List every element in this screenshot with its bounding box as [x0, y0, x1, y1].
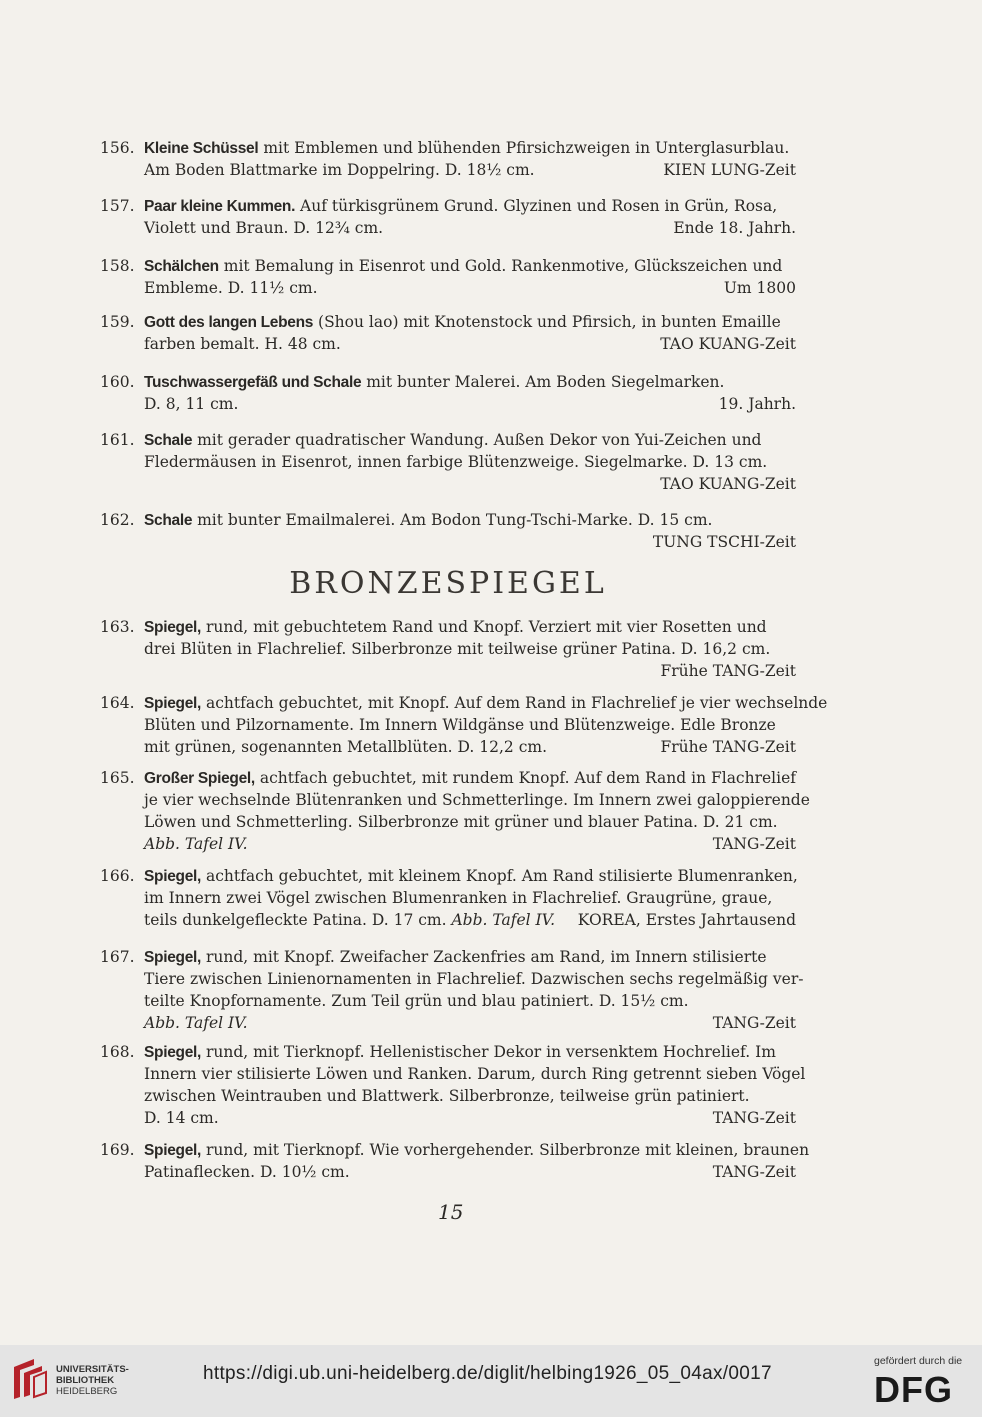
- entry-line-text: [144, 1107, 219, 1129]
- entry-number: 160.: [100, 373, 135, 391]
- entry-line-text: [144, 833, 248, 855]
- entry-dating: Frühe TANG-Zeit: [660, 738, 796, 756]
- entry-line-text: [144, 909, 555, 931]
- entry-title: Schale: [144, 432, 193, 449]
- entry-line: [144, 811, 796, 833]
- entry-title: Spiegel,: [144, 1044, 202, 1061]
- entry-number: 164.: [100, 694, 135, 712]
- entry-line-text: [144, 1041, 776, 1063]
- entry-line: [144, 137, 796, 159]
- figure-reference: Abb. Tafel IV.: [144, 835, 248, 853]
- entry-text: [144, 865, 796, 931]
- entry-title: Kleine Schüssel: [144, 140, 259, 157]
- entry-description: achtfach gebuchtet, mit kleinem Knopf. Am Rand stilisierte Blumenranken,: [201, 867, 798, 885]
- entry-dating: TUNG TSCHI-Zeit: [652, 533, 796, 551]
- dfg-logo: DFG: [874, 1369, 953, 1410]
- institution-name: [56, 1364, 129, 1397]
- institution-line-2: BIBLIOTHEK: [56, 1375, 115, 1386]
- entry-number: 168.: [100, 1043, 135, 1061]
- entry-text: [144, 195, 796, 239]
- entry-line: [144, 429, 796, 451]
- entry-line: [144, 833, 796, 855]
- entry-description: D. 8, 11 cm.: [144, 395, 239, 413]
- entry-line: [144, 660, 796, 682]
- entry-title: Spiegel,: [144, 949, 202, 966]
- entry-text: [144, 1139, 810, 1183]
- entry-line: [144, 692, 828, 714]
- entry-line: [144, 767, 796, 789]
- entry-description: drei Blüten in Flachrelief. Silberbronze mit teilweise grüner Patina. D. 16,2 cm.: [144, 640, 771, 658]
- footer-bar: [0, 1345, 982, 1417]
- entry-line-text: [144, 1085, 750, 1107]
- entry-line: [144, 638, 796, 660]
- entry-line-text: [144, 736, 547, 758]
- entry-text: [144, 509, 796, 553]
- entry-line: [144, 255, 796, 277]
- entry-number: 169.: [100, 1141, 135, 1159]
- entry-line: [144, 714, 796, 736]
- entry-line: [144, 451, 796, 473]
- entry-line-text: [144, 509, 712, 531]
- entry-line: [144, 159, 796, 181]
- entry-description: mit bunter Emailmalerei. Am Bodon Tung-Tschi-Marke. D. 15 cm.: [192, 511, 713, 529]
- entry-description: teils dunkelgefleckte Patina. D. 17 cm.: [144, 911, 447, 929]
- entry-line: [144, 277, 796, 299]
- entry-text: [144, 616, 796, 682]
- entry-description: achtfach gebuchtet, mit rundem Knopf. Auf dem Rand in Flachrelief: [254, 769, 797, 787]
- entry-description: Embleme. D. 11½ cm.: [144, 279, 318, 297]
- entry-line: [144, 968, 804, 990]
- entry-description: Blüten und Pilzornamente. Im Innern Wildgänse und Blütenzweige. Edle Bronze: [144, 716, 776, 734]
- entry-line-text: [144, 255, 782, 277]
- entry-line: [144, 1161, 796, 1183]
- entry-line: [144, 1139, 810, 1161]
- entry-description: achtfach gebuchtet, mit Knopf. Auf dem Rand in Flachrelief je vier wechselnde: [201, 694, 828, 712]
- entry-dating: KOREA, Erstes Jahrtausend: [577, 911, 796, 929]
- figure-reference: Abb. Tafel IV.: [144, 1014, 248, 1032]
- entry-title: Schale: [144, 512, 193, 529]
- entry-title: Gott des langen Lebens: [144, 314, 314, 331]
- entry-line: [144, 393, 796, 415]
- entry-line-text: [144, 393, 238, 415]
- entry-line: [144, 789, 810, 811]
- funded-by-label: gefördert durch die: [874, 1355, 963, 1367]
- entry-line-text: [144, 1139, 809, 1161]
- entry-text: [144, 429, 796, 495]
- entry-description: mit gerader quadratischer Wandung. Außen Dekor von Yui-Zeichen und: [192, 431, 762, 449]
- entry-line-text: [144, 990, 689, 1012]
- entry-text: [144, 1041, 806, 1129]
- entry-dating: KIEN LUNG-Zeit: [663, 161, 796, 179]
- entry-number: 158.: [100, 257, 135, 275]
- entry-title: Schälchen: [144, 258, 219, 275]
- entry-description: rund, mit gebuchtetem Rand und Knopf. Verziert mit vier Rosetten und: [201, 618, 767, 636]
- entry-line-text: [144, 692, 827, 714]
- entry-line-text: [144, 137, 789, 159]
- entry-line: [144, 909, 796, 931]
- entry-line: [144, 1107, 796, 1129]
- figure-reference: Abb. Tafel IV.: [446, 911, 556, 929]
- entry-line: [144, 473, 796, 495]
- entry-number: 157.: [100, 197, 135, 215]
- document-url-link[interactable]: https://digi.ub.uni-heidelberg.de/diglit/helbing1926_05_04ax/0017: [203, 1363, 772, 1384]
- entry-line: [144, 865, 796, 887]
- entry-dating: Ende 18. Jahrh.: [673, 219, 796, 237]
- entry-dating: TANG-Zeit: [712, 835, 796, 853]
- entry-line: [144, 1012, 796, 1034]
- entry-number: 162.: [100, 511, 135, 529]
- entry-description: im Innern zwei Vögel zwischen Blumenranken in Flachrelief. Graugrüne, graue,: [144, 889, 773, 907]
- entry-line: [144, 371, 796, 393]
- entry-number: 167.: [100, 948, 135, 966]
- entry-number: 166.: [100, 867, 135, 885]
- entry-line-text: [144, 311, 781, 333]
- entry-description: je vier wechselnde Blütenranken und Schmetterlinge. Im Innern zwei galoppierende: [144, 791, 810, 809]
- entry-description: Auf türkisgrünem Grund. Glyzinen und Rosen in Grün, Rosa,: [295, 197, 778, 215]
- entry-line-text: [144, 789, 810, 811]
- entry-line-text: [144, 1063, 805, 1085]
- entry-dating: TANG-Zeit: [712, 1163, 796, 1181]
- entry-line: [144, 1085, 796, 1107]
- entry-number: 163.: [100, 618, 135, 636]
- entry-line: [144, 531, 796, 553]
- entry-line: [144, 887, 796, 909]
- institution-line-3: HEIDELBERG: [56, 1386, 118, 1397]
- entry-dating: 19. Jahrh.: [718, 395, 796, 413]
- page-number: 15: [438, 1200, 464, 1224]
- entry-description: rund, mit Tierknopf. Hellenistischer Dekor in versenktem Hochrelief. Im: [201, 1043, 776, 1061]
- entry-line-text: [144, 616, 767, 638]
- entry-line: [144, 311, 796, 333]
- entry-line-text: [144, 371, 724, 393]
- entry-description: mit bunter Malerei. Am Boden Siegelmarken.: [361, 373, 725, 391]
- entry-line-text: [144, 217, 383, 239]
- entry-text: [144, 946, 804, 1034]
- entry-description: Violett und Braun. D. 12¾ cm.: [144, 219, 384, 237]
- institution-line-1: UNIVERSITÄTS-: [56, 1364, 129, 1375]
- entry-number: 165.: [100, 769, 135, 787]
- entry-text: [144, 371, 796, 415]
- entry-line: [144, 509, 796, 531]
- entry-title: Großer Spiegel,: [144, 770, 255, 787]
- entry-text: [144, 692, 828, 758]
- entry-line: [144, 1041, 796, 1063]
- entry-dating: Frühe TANG-Zeit: [660, 662, 796, 680]
- entry-number: 161.: [100, 431, 135, 449]
- entry-line-text: [144, 451, 767, 473]
- entry-description: mit Emblemen und blühenden Pfirsichzweigen in Unterglasurblau.: [258, 139, 790, 157]
- entry-dating: TANG-Zeit: [712, 1109, 796, 1127]
- entry-number: 156.: [100, 139, 135, 157]
- entry-line: [144, 616, 796, 638]
- entry-title: Paar kleine Kummen.: [144, 198, 296, 215]
- entry-description: Patinaflecken. D. 10½ cm.: [144, 1163, 350, 1181]
- section-heading: BRONZESPIEGEL: [289, 566, 607, 601]
- entry-line: [144, 195, 796, 217]
- entry-line: [144, 990, 796, 1012]
- entry-description: teilte Knopfornamente. Zum Teil grün und blau patiniert. D. 15½ cm.: [144, 992, 689, 1010]
- entry-line-text: [144, 887, 772, 909]
- entry-description: Fledermäusen in Eisenrot, innen farbige Blütenzweige. Siegelmarke. D. 13 cm.: [144, 453, 768, 471]
- entry-dating: TANG-Zeit: [712, 1014, 796, 1032]
- entry-description: Am Boden Blattmarke im Doppelring. D. 18½ cm.: [144, 161, 535, 179]
- entry-description: Löwen und Schmetterling. Silberbronze mit grüner und blauer Patina. D. 21 cm.: [144, 813, 778, 831]
- entry-text: [144, 767, 810, 855]
- entry-title: Spiegel,: [144, 1142, 202, 1159]
- entry-line-text: [144, 277, 318, 299]
- entry-line-text: [144, 429, 761, 451]
- entry-title: Spiegel,: [144, 619, 202, 636]
- entry-line: [144, 333, 796, 355]
- entry-description: zwischen Weintrauben und Blattwerk. Silberbronze, teilweise grün patiniert.: [144, 1087, 750, 1105]
- entry-description: mit Bemalung in Eisenrot und Gold. Rankenmotive, Glückszeichen und: [218, 257, 783, 275]
- entry-description: Tiere zwischen Linienornamenten in Flachrelief. Dazwischen sechs regelmäßig ver-: [144, 970, 804, 988]
- entry-line: [144, 946, 796, 968]
- entry-description: (Shou lao) mit Knotenstock und Pfirsich, in bunten Emaille: [313, 313, 781, 331]
- entry-dating: TAO KUANG-Zeit: [660, 475, 796, 493]
- entry-dating: Um 1800: [723, 279, 796, 297]
- library-logo-icon: [12, 1357, 48, 1401]
- entry-title: Tuschwassergefäß und Schale: [144, 374, 362, 391]
- entry-line-text: [144, 811, 778, 833]
- entry-dating: TAO KUANG-Zeit: [660, 335, 796, 353]
- entry-line: [144, 1063, 806, 1085]
- entry-description: rund, mit Knopf. Zweifacher Zackenfries am Rand, im Innern stilisierte: [201, 948, 767, 966]
- entry-line: [144, 736, 796, 758]
- entry-line-text: [144, 638, 770, 660]
- entry-line-text: [144, 159, 535, 181]
- entry-title: Spiegel,: [144, 868, 202, 885]
- entry-description: D. 14 cm.: [144, 1109, 219, 1127]
- entry-text: [144, 137, 796, 181]
- entry-line: [144, 217, 796, 239]
- entry-line-text: [144, 195, 777, 217]
- entry-description: farben bemalt. H. 48 cm.: [144, 335, 341, 353]
- entry-line-text: [144, 1161, 350, 1183]
- entry-description: rund, mit Tierknopf. Wie vorhergehender. Silberbronze mit kleinen, braunen: [201, 1141, 810, 1159]
- entry-line-text: [144, 946, 767, 968]
- entry-number: 159.: [100, 313, 135, 331]
- entry-line-text: [144, 767, 796, 789]
- entry-title: Spiegel,: [144, 695, 202, 712]
- entry-line-text: [144, 714, 776, 736]
- entry-line-text: [144, 865, 798, 887]
- entry-line-text: [144, 333, 341, 355]
- entry-text: [144, 255, 796, 299]
- entry-text: [144, 311, 796, 355]
- entry-line-text: [144, 1012, 248, 1034]
- entry-line-text: [144, 968, 803, 990]
- entry-description: Innern vier stilisierte Löwen und Ranken. Darum, durch Ring getrennt sieben Vögel: [144, 1065, 806, 1083]
- entry-description: mit grünen, sogenannten Metallblüten. D. 12,2 cm.: [144, 738, 547, 756]
